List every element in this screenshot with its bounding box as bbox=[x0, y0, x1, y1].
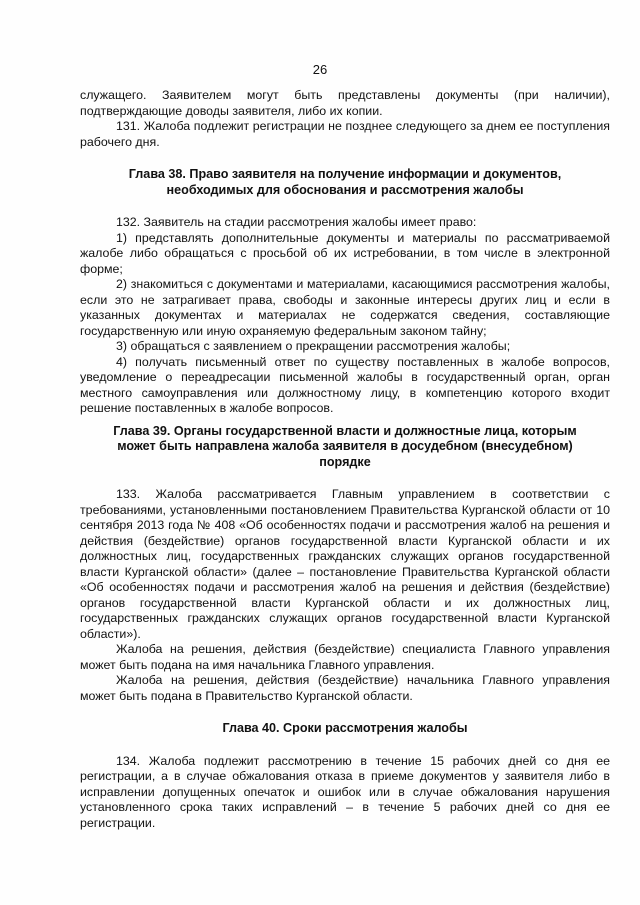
document-body bbox=[80, 88, 610, 831]
paragraph: 134. Жалоба подлежит рассмотрению в течение 15 рабочих дней со дня ее регистрации, а в случае обжалования отказа в приеме документов у заявителя либо в исправлении допущенных опечаток и ошибок или в случае обжалования нарушения установленного срока таких исправлений – в течение 5 рабочих дней со дня ее регистрации. bbox=[80, 753, 610, 830]
paragraph: служащего. Заявителем могут быть представлены документы (при наличии), подтверждающие доводы заявителя, либо их копии. bbox=[80, 88, 610, 118]
paragraph: 131. Жалоба подлежит регистрации не позднее следующего за днем ее поступления рабочего дня. bbox=[80, 119, 610, 149]
chapter-39-heading: Глава 39. Органы государственной власти и должностные лица, которым может быть направлена жалоба заявителя в досудебном (внесудебном) порядке bbox=[113, 423, 577, 469]
paragraph: 1) представлять дополнительные документы и материалы по рассматриваемой жалобе либо обращаться с просьбой об их истребовании, в том числе в электронной форме; bbox=[80, 230, 610, 276]
paragraph: 2) знакомиться с документами и материалами, касающимися рассмотрения жалобы, если это не затрагивает права, свободы и законные интересы других лиц и если в указанных документах и материалах не содержатся сведения, составляющие государственную или иную охраняемую федеральным законом тайну; bbox=[80, 277, 610, 338]
chapter-38-heading: Глава 38. Право заявителя на получение информации и документов, необходимых для обоснования и рассмотрения жалобы bbox=[128, 167, 562, 197]
paragraph: 133. Жалоба рассматривается Главным управлением в соответствии с требованиями, установленными постановлением Правительства Курганской области от 10 сентября 2013 года № 408 «Об особенностях подачи и рассмотрения жалоб на решения и действия (бездействие) органов государственной власти Курганской области и их должностных лиц, государственных гражданских служащих органов государственной власти Курганской области» (далее – постановление Правительства Курганской области «Об особенностях подачи и рассмотрения жалоб на решения и действия (бездействие) органов государственной власти Курганской области и их должностных лиц, государственных гражданских служащих органов государственной власти Курганской области»). bbox=[80, 487, 610, 641]
paragraph: Жалоба на решения, действия (бездействие) специалиста Главного управления может быть подана на имя начальника Главного управления. bbox=[80, 642, 610, 672]
paragraph: 132. Заявитель на стадии рассмотрения жалобы имеет право: bbox=[116, 215, 477, 229]
paragraph: Жалоба на решения, действия (бездействие) начальника Главного управления может быть подана в Правительство Курганской области. bbox=[80, 673, 610, 703]
page-number: 26 bbox=[312, 62, 328, 77]
chapter-40-heading: Глава 40. Сроки рассмотрения жалобы bbox=[222, 721, 468, 735]
paragraph: 4) получать письменный ответ по существу поставленных в жалобе вопросов, уведомление о переадресации письменной жалобы в государственный орган, орган местного самоуправления или должностному лицу, в компетенцию которого входит решение поставленных в жалобе вопросов. bbox=[80, 354, 610, 415]
paragraph: 3) обращаться с заявлением о прекращении рассмотрения жалобы; bbox=[116, 339, 511, 353]
